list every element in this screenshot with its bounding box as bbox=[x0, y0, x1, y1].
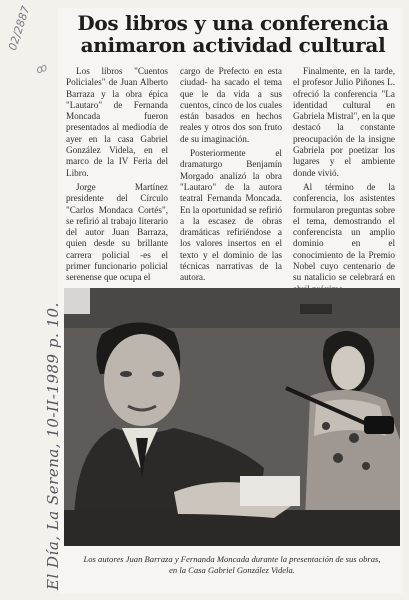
headline-line-1: Dos libros y una conferencia bbox=[77, 11, 389, 35]
paragraph: Finalmente, en la tarde, el profesor Julio Piñones L. ofreció la conferencia "La identidad cultural en Gabriela Mistral", en la que destacó la constante preocupación de la insigne Gabriela por poetizar los lugares y el ambiente donde vivió. bbox=[293, 66, 395, 178]
article-column-2 bbox=[180, 66, 282, 284]
photo-image bbox=[64, 288, 400, 546]
headline bbox=[66, 12, 400, 56]
article-column-3 bbox=[293, 66, 395, 295]
paragraph: Los libros "Cuentos Policiales" de Juan Alberto Barraza y la obra épica "Lautaro" de Fernanda Moncada fueron presentados al mediodía de ayer en la casa Gabriel González Videla, en el marco de la IV Feria del Libro. bbox=[66, 66, 168, 178]
paragraph: Al término de la conferencia, los asistentes formularon preguntas sobre el tema, demostrando el conferencista un amplio dominio en el conocimiento de la Premio Nobel cuyo centenario de su natalicio se celebrará en bbox=[293, 181, 395, 283]
caption-line-1: Los autores Juan Barraza y Fernanda Moncada durante la presentación de sus obras, bbox=[83, 554, 381, 564]
article-column-1 bbox=[66, 66, 168, 284]
news-photo bbox=[64, 288, 400, 546]
photo-caption bbox=[66, 554, 398, 576]
pencil-mark: ꝏ bbox=[34, 60, 50, 77]
source-note-handwritten: El Día, La Serena, 10-II-1989 p. 10. bbox=[44, 302, 62, 590]
paragraph: Posteriormente el dramaturgo Benjamín Morgado analizó la obra "Lautaro" de la autora teatral Fernanda Moncada. En la oportunidad se refirió a la escasez de obras dramáticas refiriéndose a los valores insertos en el texto y el dominio de las técnicas narrativas de la autora. bbox=[180, 148, 282, 283]
paragraph: Jorge Martínez presidente del Círculo "Carlos Mondaca Cortés", se refirió al trabajo literario del autor Juan Barraza, quien desde su brillante carrera policial -es el primer funcionario policial serenense que ocupa el bbox=[66, 181, 168, 283]
headline-line-2: animaron actividad cultural bbox=[80, 33, 386, 57]
paragraph: cargo de Prefecto en esta ciudad- ha sacado el tema que le da vida a sus cuentos, cinco de los cuales están basados en hechos reales y otros dos son fruto de su imaginación. bbox=[180, 66, 282, 144]
archive-number-handwritten: 02/2887 bbox=[6, 4, 33, 53]
caption-line-2: en la Casa Gabriel González Videla. bbox=[169, 565, 295, 575]
